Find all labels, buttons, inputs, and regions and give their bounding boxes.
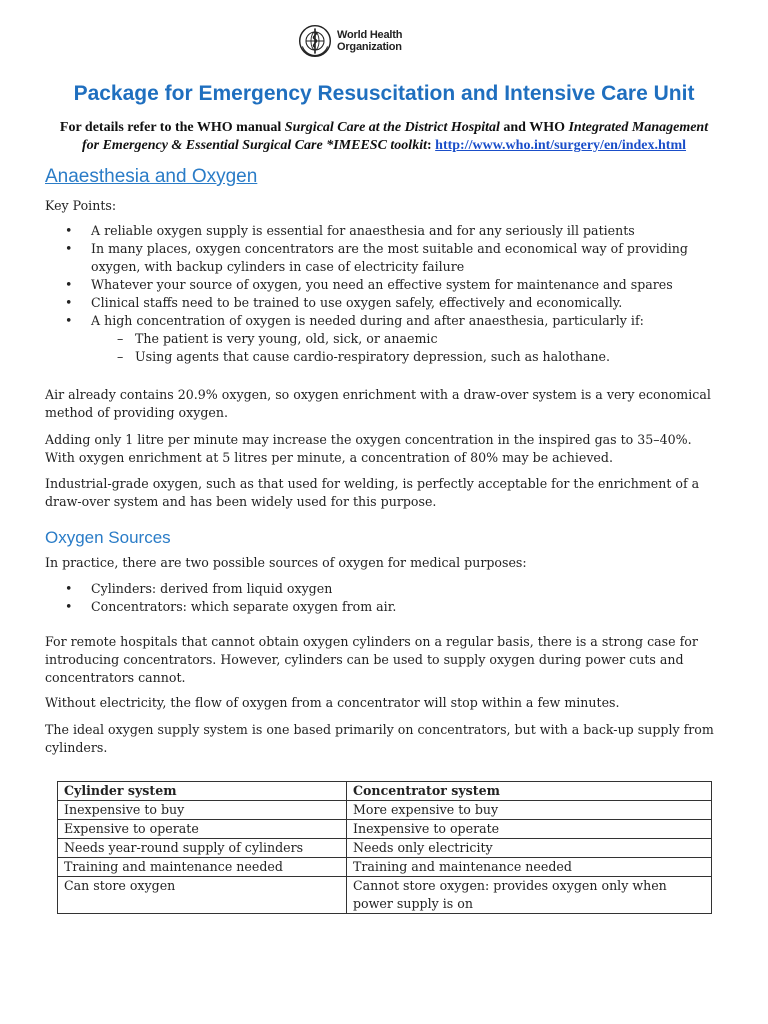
sub-list-item: – Using agents that cause cardio-respiratory depression, such as halothane. [91, 348, 725, 366]
section-heading-oxygen-sources: Oxygen Sources [45, 528, 171, 547]
table-cell: Needs only electricity [347, 839, 712, 858]
subtitle-toolkit: Integrated Management for Emergency & Essential Surgical Care *IMEESC toolkit [81, 120, 709, 153]
paragraph: Without electricity, the flow of oxygen from a concentrator will stop within a few minutes. [45, 695, 620, 710]
who-logo [297, 23, 402, 59]
list-item: • A reliable oxygen supply is essential for anaesthesia and for any seriously ill patients [45, 222, 725, 240]
subtitle-manual: Surgical Care at the District Hospital [284, 120, 500, 135]
table-row [58, 801, 712, 820]
table-cell: More expensive to buy [347, 801, 712, 820]
oxygen-sources-list [45, 580, 725, 616]
who-surgery-link[interactable]: http://www.who.int/surgery/en/index.html [435, 138, 687, 153]
table-cell: Training and maintenance needed [347, 858, 712, 877]
logo-line-1: World Health [337, 29, 403, 41]
logo-wordmark [337, 29, 402, 53]
table-row [58, 820, 712, 839]
list-item: • Whatever your source of oxygen, you need an effective system for maintenance and spares [45, 276, 725, 294]
table-row [58, 877, 712, 914]
subtitle-colon: : [426, 138, 436, 153]
table-cell: Inexpensive to buy [58, 801, 347, 820]
list-item: • Clinical staffs need to be trained to use oxygen safely, effectively and economically. [45, 294, 725, 312]
paragraph: For remote hospitals that cannot obtain oxygen cylinders on a regular basis, there is a strong case for introducing concentrators. However, cylinders can be used to supply oxygen during power cuts and concentrators cannot. [45, 634, 698, 685]
page-title: Package for Emergency Resuscitation and Intensive Care Unit [73, 82, 695, 105]
sub-list [91, 330, 725, 366]
table-cell: Expensive to operate [58, 820, 347, 839]
list-item [45, 312, 725, 366]
table-header-row [58, 782, 712, 801]
table-header: Concentrator system [347, 782, 712, 801]
table-cell: Inexpensive to operate [347, 820, 712, 839]
logo-line-2: Organization [337, 41, 402, 53]
list-item: • Concentrators: which separate oxygen from air. [45, 598, 725, 616]
sub-list-item: – The patient is very young, old, sick, or anaemic [91, 330, 725, 348]
comparison-table [57, 781, 712, 914]
table-cell: Cannot store oxygen: provides oxygen only when power supply is on [347, 877, 712, 914]
paragraph: In practice, there are two possible sources of oxygen for medical purposes: [45, 555, 527, 570]
table-row [58, 858, 712, 877]
list-item: • Cylinders: derived from liquid oxygen [45, 580, 725, 598]
subtitle-prefix: For details refer to the WHO manual [59, 120, 285, 135]
subtitle-mid: and WHO [499, 120, 569, 135]
table-row [58, 839, 712, 858]
table-cell: Can store oxygen [58, 877, 347, 914]
paragraph: Industrial-grade oxygen, such as that used for welding, is perfectly acceptable for the enrichment of a draw-over system and has been widely used for this purpose. [45, 476, 700, 509]
paragraph: The ideal oxygen supply system is one based primarily on concentrators, but with a back-up supply from cylinders. [45, 722, 714, 755]
page-subtitle [50, 119, 718, 155]
section-heading-anaesthesia: Anaesthesia and Oxygen [45, 166, 258, 187]
table-header: Cylinder system [58, 782, 347, 801]
list-item: • In many places, oxygen concentrators are the most suitable and economical way of providing oxygen, with backup cylinders in case of electricity failure [45, 240, 725, 276]
key-points-list [45, 222, 725, 366]
list-item-text: A high concentration of oxygen is needed during and after anaesthesia, particularly if: [91, 313, 644, 328]
who-emblem-icon [297, 23, 333, 59]
table-cell: Needs year-round supply of cylinders [58, 839, 347, 858]
paragraph: Adding only 1 litre per minute may increase the oxygen concentration in the inspired gas to 35–40%. With oxygen enrichment at 5 litres per minute, a concentration of 80% may be achieved. [45, 432, 692, 465]
table-cell: Training and maintenance needed [58, 858, 347, 877]
paragraph: Air already contains 20.9% oxygen, so oxygen enrichment with a draw-over system is a very economical method of providing oxygen. [45, 387, 711, 420]
key-points-label: Key Points: [45, 198, 117, 213]
